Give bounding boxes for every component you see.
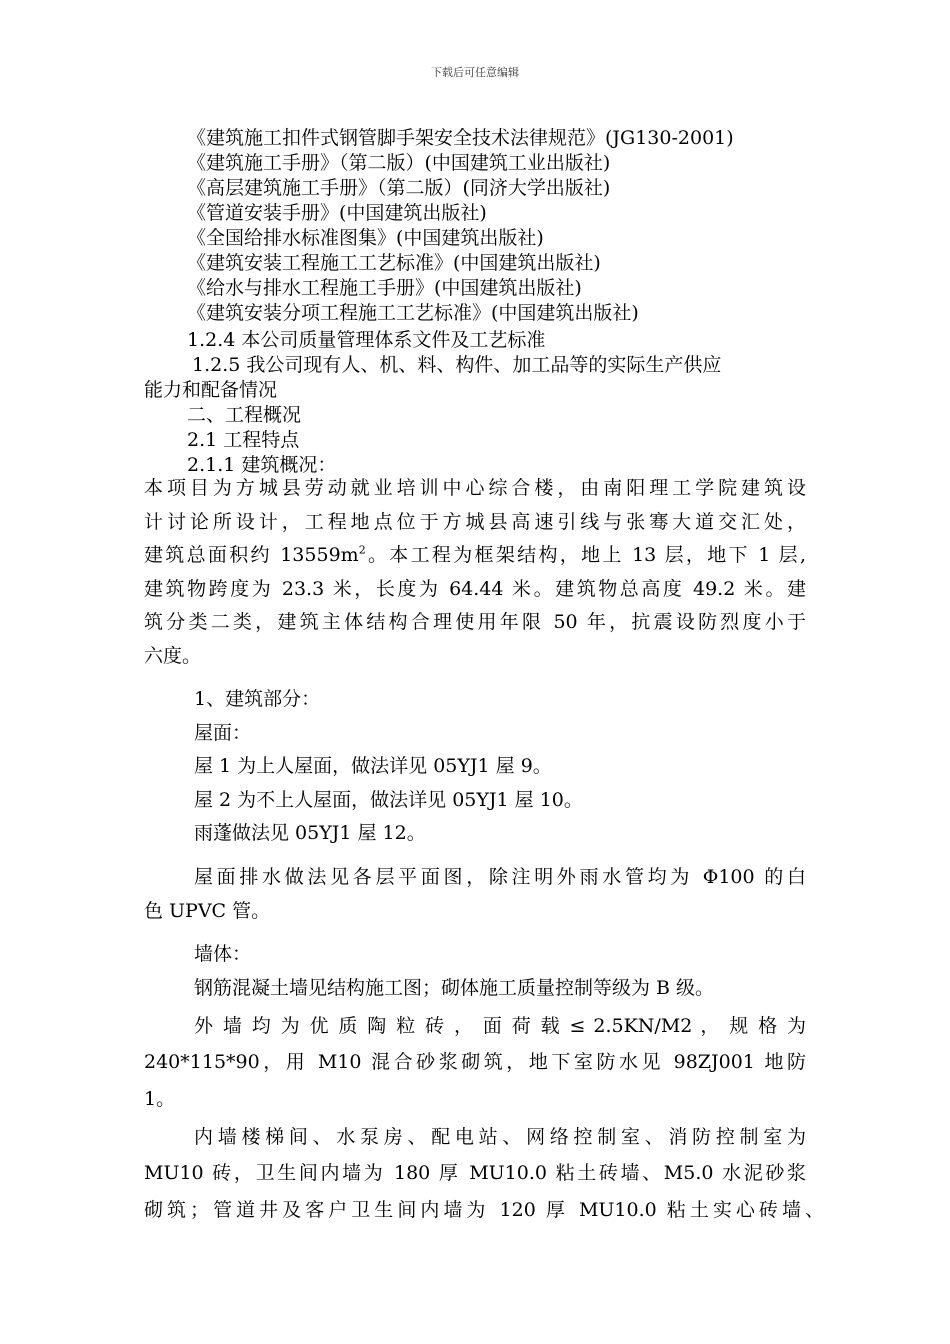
exterior-wall-line: 外 墙 均 为 优 质 陶 粒 砖 ， 面 荷 载 ≤ 2.5KN/M2 ， 规 格 为 bbox=[194, 1015, 806, 1037]
roof-title: 屋面： bbox=[194, 722, 252, 744]
reference-item: 《管道安装手册》(中国建筑出版社) bbox=[187, 202, 487, 224]
section-1-2-4: 1.2.4 本公司质量管理体系文件及工艺标准 bbox=[187, 329, 546, 351]
reference-item: 《高层建筑施工手册》（第二版）(同济大学出版社) bbox=[187, 177, 611, 199]
section-1-2-5: 1.2.5 我公司现有人、机、料、构件、加工品等的实际生产供应 bbox=[192, 354, 722, 376]
section-2-1-1: 2.1.1 建筑概况： bbox=[187, 454, 337, 476]
wall-note: 钢筋混凝土墙见结构施工图；砌体施工质量控制等级为 B 级。 bbox=[194, 977, 715, 999]
section-2-1: 2.1 工程特点 bbox=[187, 429, 300, 451]
overview-line: 本项目为方城县劳动就业培训中心综合楼，由南阳理工学院建筑设 bbox=[144, 477, 806, 499]
exterior-wall-line: 1。 bbox=[144, 1088, 176, 1110]
reference-item: 《建筑安装分项工程施工工艺标准》(中国建筑出版社) bbox=[187, 302, 639, 324]
overview-line: 建筑总面积约 $13559m^2$。本工程为框架结构，地上 13 层，地下 1 层, bbox=[144, 543, 807, 566]
overview-line: 计讨论所设计，工程地点位于方城县高速引线与张骞大道交汇处， bbox=[144, 511, 806, 533]
overview-line: 六度。 bbox=[144, 645, 202, 667]
exterior-wall-line: 240*115*90，用 M10 混合砂浆砌筑，地下室防水见 98ZJ001 地防 bbox=[144, 1051, 806, 1073]
architecture-title: 1、建筑部分： bbox=[194, 688, 321, 710]
interior-wall-line: 砌筑；管道井及客户卫生间内墙为 120 厚 MU10.0 粘土实心砖墙、 bbox=[144, 1199, 824, 1221]
interior-wall-line: MU10 砖，卫生间内墙为 180 厚 MU10.0 粘土砖墙、M5.0 水泥砂浆 bbox=[144, 1162, 806, 1184]
section-heading-2: 二、工程概况 bbox=[187, 404, 302, 426]
reference-item: 《建筑施工手册》（第二版）(中国建筑工业出版社) bbox=[187, 152, 611, 174]
canopy-note: 雨蓬做法见 05YJ1 屋 12。 bbox=[194, 822, 426, 844]
roof-1: 屋 1 为上人屋面，做法详见 05YJ1 屋 9。 bbox=[194, 755, 552, 777]
overview-line: 筑分类二类，建筑主体结构合理使用年限 50 年，抗震设防烈度小于 bbox=[144, 611, 806, 633]
interior-wall-line: 内墙楼梯间、水泵房、配电站、网络控制室、消防控制室为 bbox=[194, 1126, 806, 1148]
section-1-2-5-cont: 能力和配备情况 bbox=[144, 379, 278, 401]
drain-line: 色 UPVC 管。 bbox=[144, 900, 271, 922]
drain-line: 屋面排水做法见各层平面图，除注明外雨水管均为 Φ100 的白 bbox=[194, 866, 806, 888]
overview-line: 建筑物跨度为 23.3 米，长度为 64.44 米。建筑物总高度 49.2 米。建 bbox=[144, 578, 806, 600]
wall-title: 墙体： bbox=[194, 943, 252, 965]
roof-2: 屋 2 为不上人屋面，做法详见 05YJ1 屋 10。 bbox=[194, 789, 583, 811]
reference-item: 《给水与排水工程施工手册》(中国建筑出版社) bbox=[187, 277, 582, 299]
reference-item: 《全国给排水标准图集》(中国建筑出版社) bbox=[187, 227, 544, 249]
reference-item: 《建筑施工扣件式钢管脚手架安全技术法律规范》(JG130-2001) bbox=[187, 127, 734, 149]
reference-item: 《建筑安装工程施工工艺标准》(中国建筑出版社) bbox=[187, 252, 601, 274]
page-header: 下载后可任意编辑 bbox=[431, 66, 519, 79]
